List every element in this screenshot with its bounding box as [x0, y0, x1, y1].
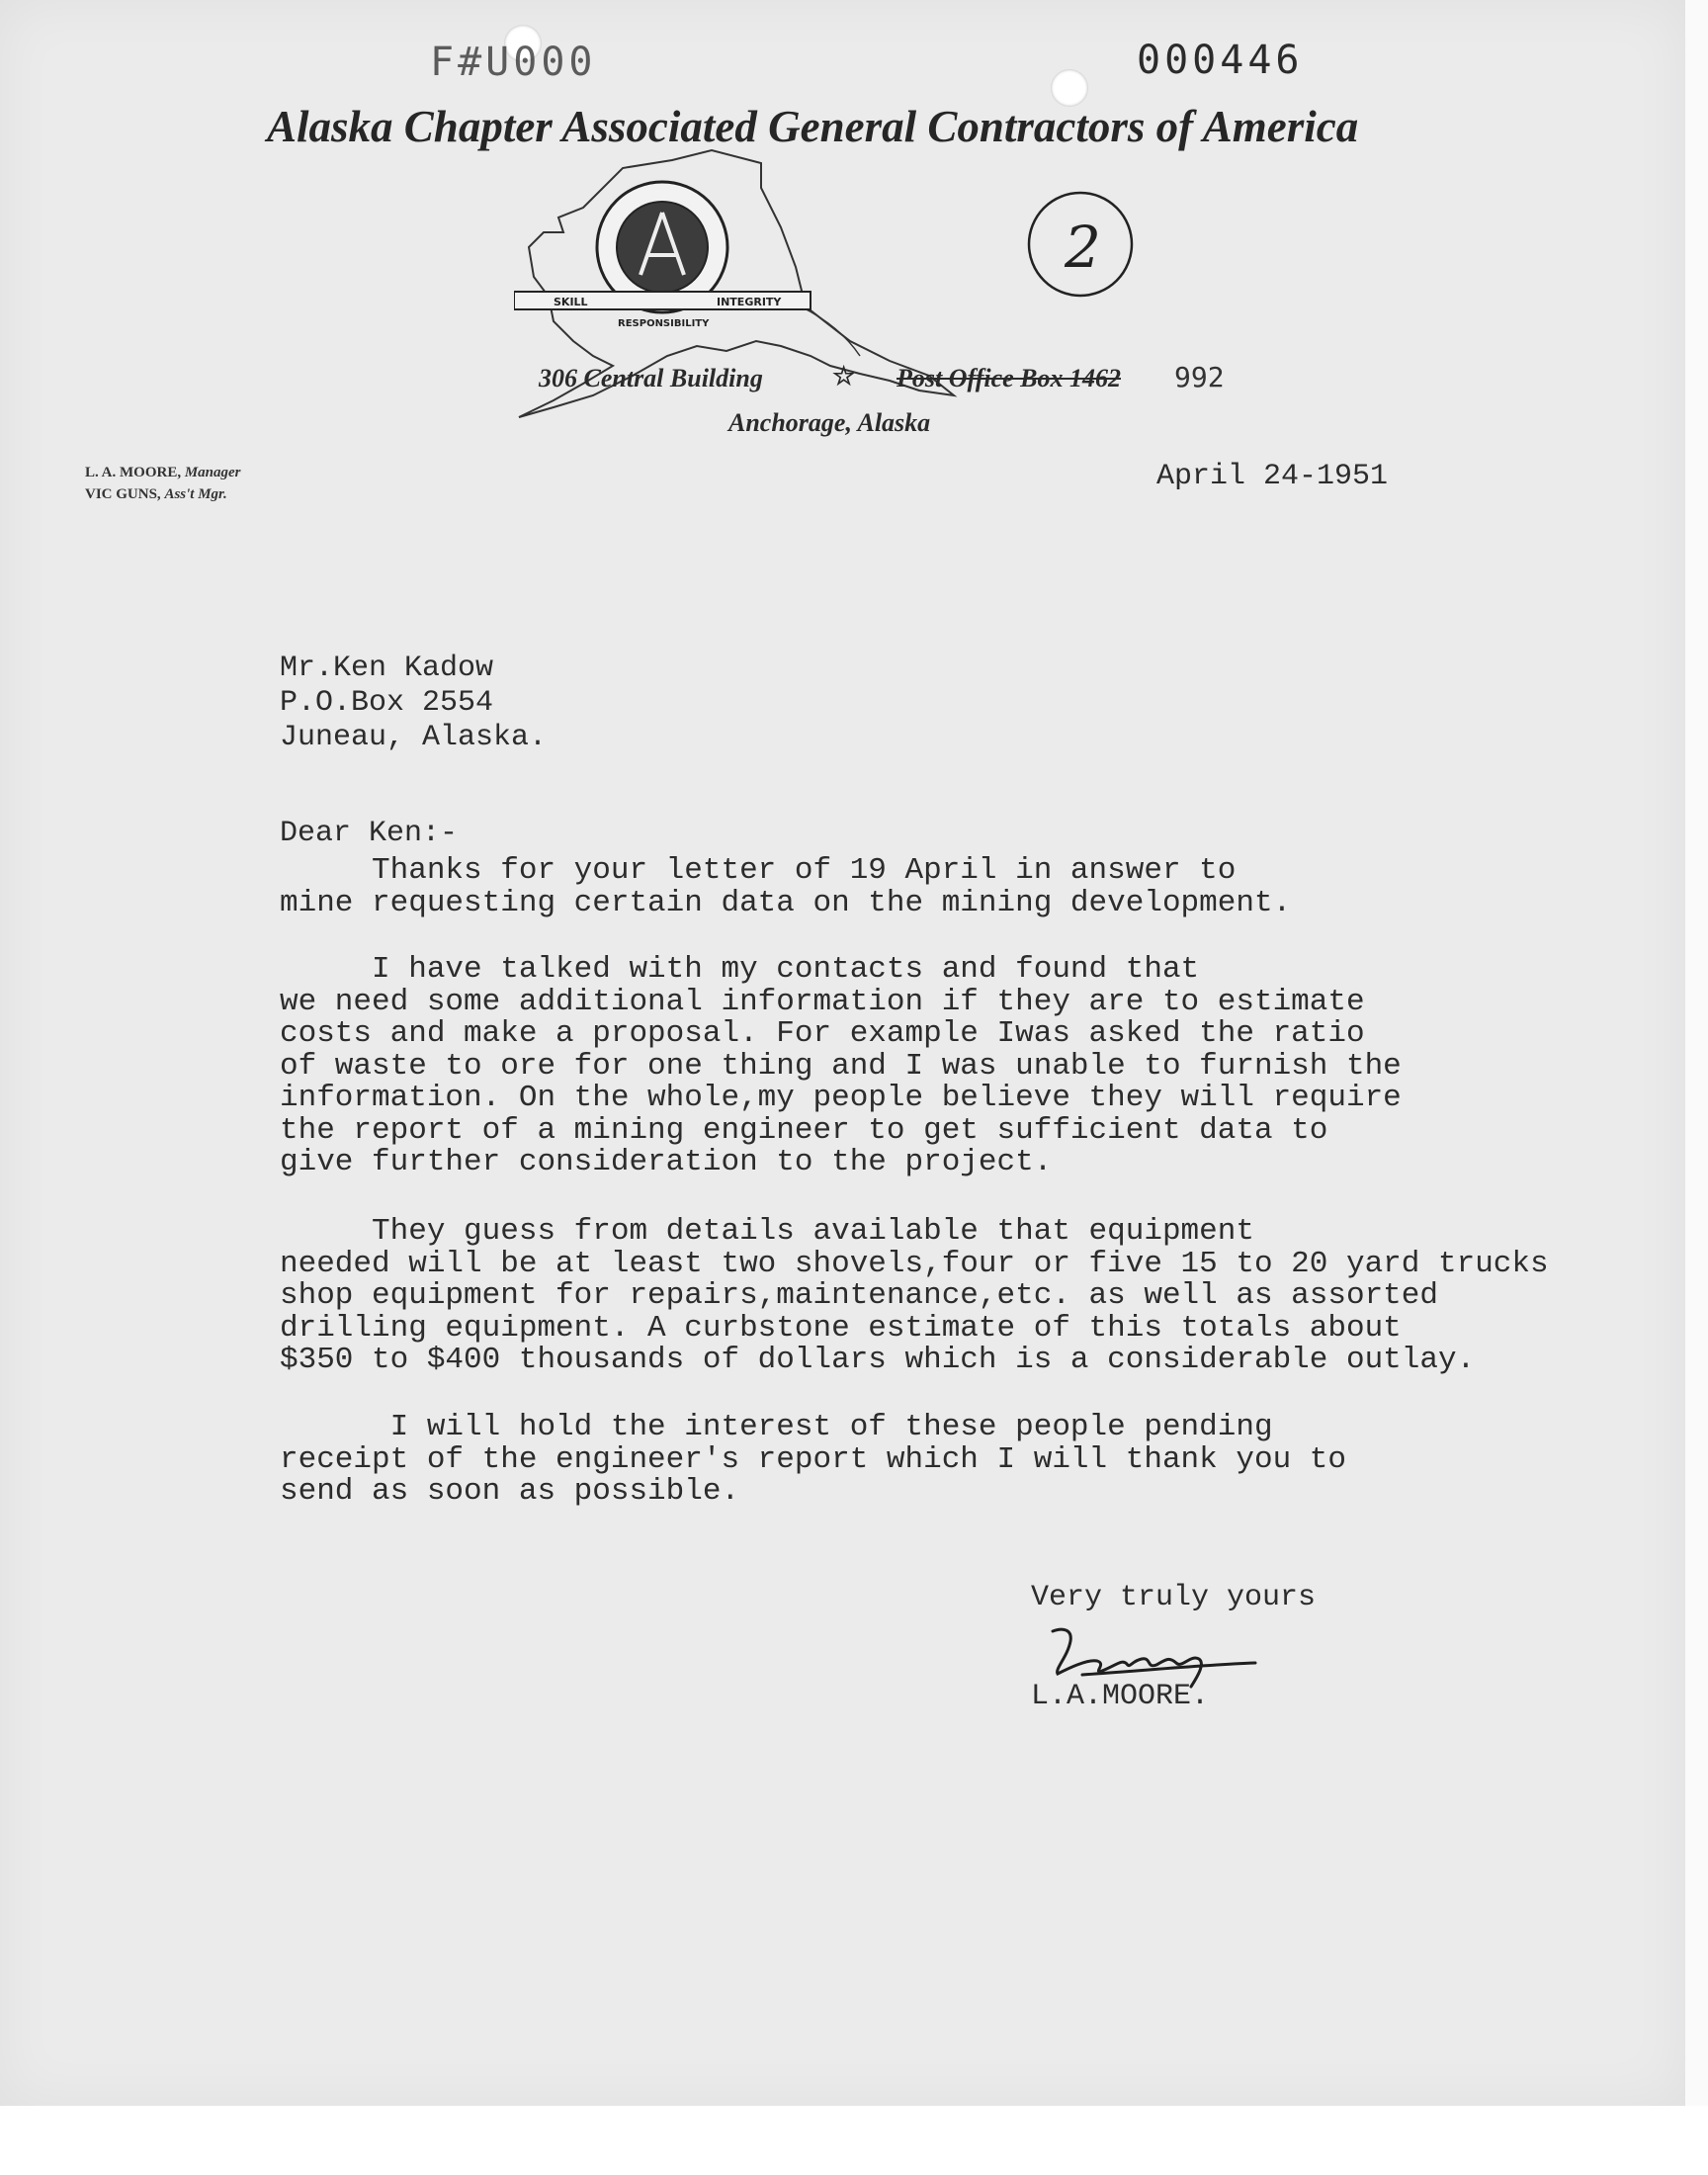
paragraph-2 [280, 954, 1402, 1179]
page-edge [1685, 0, 1708, 2106]
typed-box-correction: 992 [1174, 361, 1225, 393]
paragraph-line: shop equipment for repairs,maintenance,etc. as well as assorted [280, 1278, 1438, 1313]
address-post-office: Post Office Box 1462 [897, 364, 1121, 392]
paragraph-line: send as soon as possible. [280, 1474, 740, 1509]
seal-text-integrity: INTEGRITY [717, 296, 782, 308]
paragraph-3 [280, 1216, 1549, 1377]
paragraph-line: costs and make a proposal. For example Iwas asked the ratio [280, 1016, 1365, 1051]
closing: Very truly yours [1031, 1581, 1317, 1614]
handwritten-signature [1043, 1619, 1270, 1689]
paragraph-line: of waste to ore for one thing and I was unable to furnish the [280, 1048, 1402, 1084]
paragraph-line: give further consideration to the project. [280, 1145, 1053, 1179]
paragraph-line: drilling equipment. A curbstone estimate of this totals about [280, 1310, 1402, 1346]
address-city: Anchorage, Alaska [728, 408, 931, 437]
handwritten-circled-number [1023, 183, 1142, 302]
seal-text-responsibility: RESPONSIBILITY [618, 318, 710, 329]
paragraph-4 [280, 1412, 1346, 1509]
recipient-city: Juneau, Alaska. [280, 721, 548, 754]
signer-name: L.A.MOORE. [1031, 1680, 1210, 1713]
paragraph-line: They guess from details available that equipment [280, 1214, 1254, 1249]
paragraph-line: I have talked with my contacts and found that [280, 952, 1200, 987]
salutation: Dear Ken:- [280, 817, 459, 850]
paragraph-line: needed will be at least two shovels,four or five 15 to 20 yard trucks [280, 1246, 1549, 1281]
paragraph-line: the report of a mining engineer to get sufficient data to [280, 1112, 1328, 1148]
paragraph-line: information. On the whole,my people believe they will require [280, 1081, 1402, 1115]
staff-manager: L. A. MOORE, Manager [85, 465, 241, 480]
letter-date: April 24-1951 [1156, 460, 1389, 493]
paragraph-1 [280, 855, 1291, 919]
file-stamp-left: F#U000 [430, 40, 597, 85]
paragraph-line: receipt of the engineer's report which I will thank you to [280, 1441, 1346, 1477]
recipient-box: P.O.Box 2554 [280, 686, 494, 720]
paragraph-line: $350 to $400 thousands of dollars which is a considerable outlay. [280, 1343, 1476, 1377]
address-building: 306 Central Building [539, 364, 763, 392]
handwritten-number: 2 [1065, 214, 1101, 281]
recipient-name: Mr.Ken Kadow [280, 652, 494, 685]
seal-text-skill: SKILL [554, 296, 588, 308]
staff-assistant-manager: VIC GUNS, Ass't Mgr. [85, 486, 227, 502]
file-stamp-right: 000446 [1137, 38, 1304, 83]
letterhead-title: Alaska Chapter Associated General Contractors of America [267, 102, 1359, 151]
paragraph-line: we need some additional information if they are to estimate [280, 984, 1365, 1019]
paragraph-line: I will hold the interest of these people pending [280, 1410, 1273, 1444]
star-separator: ☆ [832, 362, 856, 391]
paragraph-line: mine requesting certain data on the mining development. [280, 885, 1292, 920]
paragraph-line: Thanks for your letter of 19 April in answer to [280, 853, 1237, 888]
